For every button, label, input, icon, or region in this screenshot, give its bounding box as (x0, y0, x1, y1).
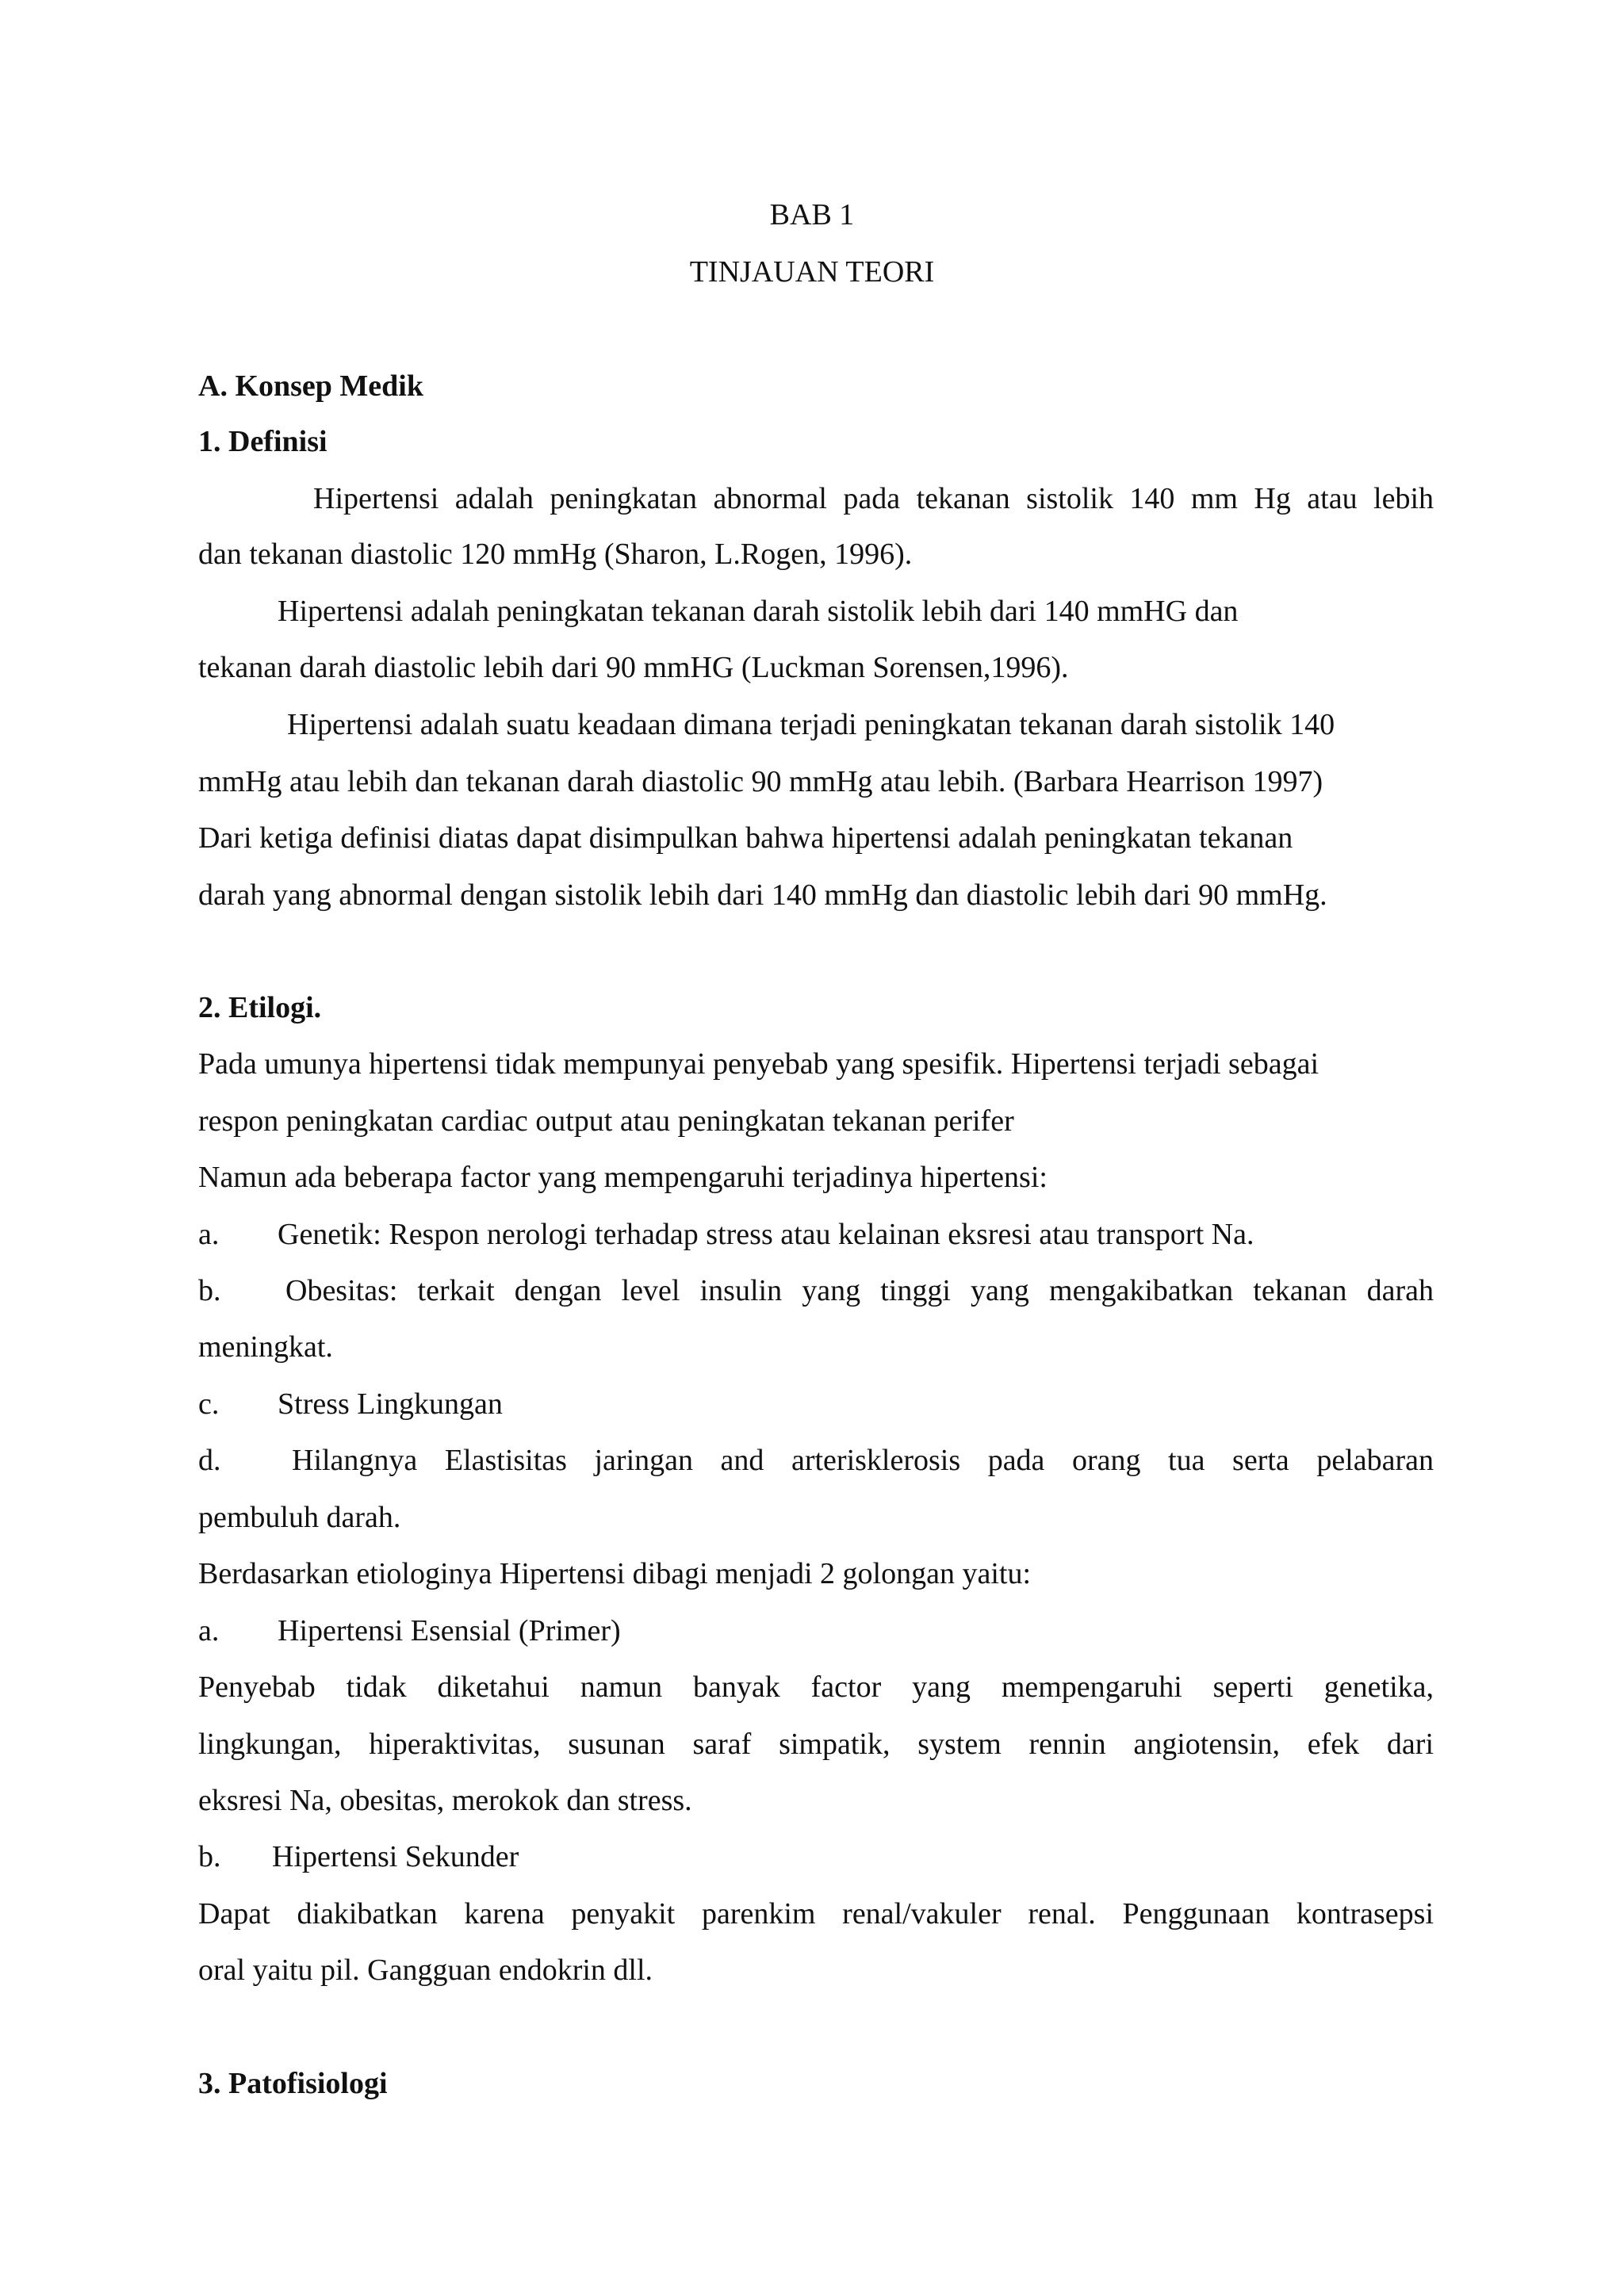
definisi-p1-line2: dan tekanan diastolic 120 mmHg (Sharon, L.Rogen, 1996). (198, 538, 913, 571)
definisi-p1-line1: Hipertensi adalah peningkatan abnormal pada tekanan sistolik 140 mm Hg atau lebih (313, 482, 1434, 515)
class-a-marker: a. (198, 1614, 220, 1647)
patofisiologi-heading: 3. Patofisiologi (198, 2067, 388, 2100)
class-b-title: Hipertensi Sekunder (272, 1840, 519, 1873)
definisi-p4-line1: Dari ketiga definisi diatas dapat disimpulkan bahwa hipertensi adalah peningkatan tekanan (198, 821, 1293, 855)
classes-intro: Berdasarkan etiologinya Hipertensi dibagi menjadi 2 golongan yaitu: (198, 1557, 1032, 1590)
factor-b-line2: meningkat. (198, 1330, 333, 1364)
factor-c-text: Stress Lingkungan (278, 1387, 503, 1421)
class-a-line3: eksresi Na, obesitas, merokok dan stress. (198, 1784, 692, 1817)
definisi-p2-line1: Hipertensi adalah peningkatan tekanan darah sistolik lebih dari 140 mmHG dan (278, 595, 1239, 628)
chapter-number: BAB 1 (769, 198, 855, 232)
etilogi-heading: 2. Etilogi. (198, 991, 322, 1024)
definisi-p3-line1: Hipertensi adalah suatu keadaan dimana terjadi peningkatan tekanan darah sistolik 140 (287, 708, 1335, 741)
class-a-line2: lingkungan, hiperaktivitas, susunan saraf simpatik, system rennin angiotensin, efek dari (198, 1728, 1434, 1761)
factor-c-marker: c. (198, 1387, 220, 1421)
definisi-heading: 1. Definisi (198, 425, 327, 458)
factor-d-line2: pembuluh darah. (198, 1501, 401, 1534)
factor-a-text: Genetik: Respon nerologi terhadap stress atau kelainan eksresi atau transport Na. (278, 1218, 1254, 1251)
etilogi-intro-line2: respon peningkatan cardiac output atau peningkatan tekanan perifer (198, 1104, 1014, 1138)
factor-a-marker: a. (198, 1218, 220, 1251)
factor-b-marker: b. (198, 1274, 221, 1307)
chapter-title: TINJAUAN TEORI (689, 255, 935, 289)
class-b-marker: b. (198, 1840, 221, 1873)
class-a-title: Hipertensi Esensial (Primer) (278, 1614, 621, 1647)
factor-b-line1: Obesitas: terkait dengan level insulin yang tinggi yang mengakibatkan tekanan darah (285, 1274, 1434, 1307)
definisi-p4-line2: darah yang abnormal dengan sistolik lebih dari 140 mmHg dan diastolic lebih dari 90 mmHg. (198, 878, 1327, 912)
section-heading: A. Konsep Medik (198, 369, 423, 403)
class-b-line1: Dapat diakibatkan karena penyakit parenkim renal/vakuler renal. Penggunaan kontrasepsi (198, 1897, 1434, 1931)
factor-d-marker: d. (198, 1444, 221, 1477)
etilogi-intro-line1: Pada umunya hipertensi tidak mempunyai penyebab yang spesifik. Hipertensi terjadi sebagai (198, 1047, 1319, 1081)
factors-intro: Namun ada beberapa factor yang mempengaruhi terjadinya hipertensi: (198, 1161, 1048, 1194)
definisi-p3-line2: mmHg atau lebih dan tekanan darah diastolic 90 mmHg atau lebih. (Barbara Hearrison 1997) (198, 765, 1323, 798)
class-b-line2: oral yaitu pil. Gangguan endokrin dll. (198, 1954, 653, 1987)
class-a-line1: Penyebab tidak diketahui namun banyak factor yang mempengaruhi seperti genetika, (198, 1670, 1434, 1704)
factor-d-line1: Hilangnya Elastisitas jaringan and arterisklerosis pada orang tua serta pelabaran (292, 1444, 1434, 1477)
definisi-p2-line2: tekanan darah diastolic lebih dari 90 mmHG (Luckman Sorensen,1996). (198, 651, 1069, 684)
